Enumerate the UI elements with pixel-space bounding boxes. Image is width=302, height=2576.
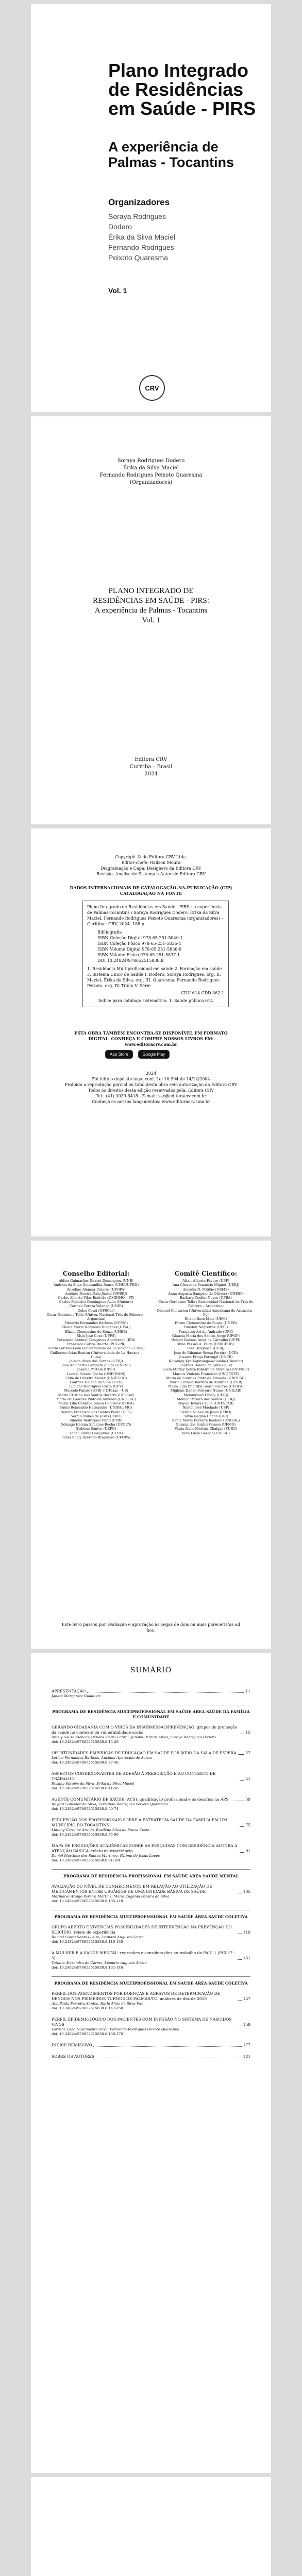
toc-doi: doi: 10.24824/978652515838.8.91-104 — [52, 1858, 121, 1862]
legal-line: Foi feito o depósito legal conf. Lei 10.994 de 14/12/2004 — [92, 1077, 210, 1081]
board-member: Maria Lília Imbiriba Sousa Colares (UFOPA) — [168, 1384, 244, 1389]
app-badges — [105, 1050, 170, 1059]
board-member: Celso Conti (UFSCar) — [77, 1308, 115, 1313]
organizer-line: Fernando Rodrigues Peixoto Quaresma — [99, 472, 203, 478]
scientific-list — [156, 1279, 256, 1435]
board-member: Maria Cristina dos Santos Bezerra (UFSCar) — [58, 1393, 135, 1397]
toc-line — [52, 1725, 250, 1735]
title-line: PLANO INTEGRADO DE — [108, 587, 194, 595]
toc-entry[interactable] — [52, 1797, 250, 1811]
board-member: Eduardo Fernandes Barbosa (UFMG) — [64, 1321, 128, 1326]
toc-doi: doi: 10.24824/978652515838.8.15-26 — [52, 1740, 119, 1744]
board-member: Vera Lucia Gaspar (UDESC) — [182, 1431, 230, 1435]
toc-section-heading: PROGRAMA DE RESIDÊNCIA PROFISSIONAL EM SAÚDE ÁREA SAÚDE MENTAL — [63, 1874, 239, 1878]
board-member: Mohammed Elhajji (UFRJ) — [183, 1393, 228, 1397]
toc-doi: doi: 10.24824/978652515838.8.159-176 — [52, 2032, 123, 2036]
board-member: Andréia N. Militão (UEMS) — [182, 1287, 229, 1292]
toc-entry-title: AVALIAÇÃO DO NÍVEL DE CONHECIMENTO EM RELAÇÃO AO UTILIZAÇÃO DE MEDICAMENTOS ENTRE USUÁRIOS DE UMA UNIDADE BÁSICA DE SAÚDE — [52, 1884, 212, 1894]
half-title-heading — [31, 586, 271, 625]
board-member: Míghian Danae Ferreira Nunes (UNILAB) — [170, 1388, 242, 1393]
organizer-name: Érika da Silva Maciel — [108, 233, 175, 241]
board-member: Francisco Carlos Duarte (PUC-PR) — [66, 1342, 126, 1347]
toc-line — [52, 1884, 250, 1894]
toc-entry[interactable] — [52, 1818, 250, 1837]
board-member: Elione Maria Nogueira Diogenes (UFAL) — [61, 1325, 131, 1330]
toc-entry[interactable] — [52, 1751, 250, 1765]
board-member: Nilson José Machado (USP) — [182, 1405, 229, 1410]
catalog-index: Índice para catálogo sistemático: 1. Saúde pública 614 — [98, 998, 213, 1003]
toc-entry-title: ASPECTOS CONDICIONANTES DE ADESÃO À PRESCRIÇÃO E AO CONTEXTO DE TRABALHO — [52, 1771, 216, 1781]
toc-entry-title: AGENTE COMUNITÁRIO DE SAÚDE (ACS): qualificação profissional e os desafios na APS — [52, 1797, 229, 1802]
toc-authors: Letícia Fernandes Barbosa, Luciana Aparecida de Souza — [52, 1756, 152, 1760]
toc-entry-title: ÍNDICE REMISSIVO — [52, 2043, 92, 2047]
credit-line: Revisão: Analise de Sistema e Autor de Editora CRV — [96, 872, 206, 876]
cdu-line: CDU 614 CDD 362.1 — [180, 991, 224, 995]
toc-leader — [240, 1852, 244, 1853]
organizer-name: Dodero — [108, 223, 132, 231]
board-member: Cesar Gerónimo Tello (Universidad Nacional de Três de Febrero – Argentina) — [158, 1300, 254, 1309]
toc-doi: doi: 10.24824/978652515838.8.59-74 — [52, 1807, 119, 1811]
board-member: Helder Buenos Aires de Carvalho (UFPI) — [171, 1338, 241, 1343]
toc-title: SUMÁRIO — [130, 1666, 172, 1674]
board-member: Silvia Regina Canan (URI) — [183, 1414, 228, 1418]
organizer-name: Soraya Rodrigues — [108, 212, 166, 221]
toc-entry[interactable] — [52, 1991, 250, 2011]
toc-authors: Tatiana Alexandra do Carmo, Leandro Augusto Souza — [52, 1961, 147, 1965]
toc-entry-title: APRESENTAÇÃO — [52, 1689, 86, 1693]
board-member: Inês Bragança (UERJ) — [187, 1346, 225, 1351]
board-member: Renato Francisco dos Santos Paula (UFG) — [60, 1410, 132, 1414]
toc-page-number: 27 — [245, 1751, 250, 1755]
editorial-list — [46, 1279, 146, 1439]
board-member: Carlos Federico Dominguez Avila (Unieuro) — [59, 1300, 133, 1304]
board-member: Sérgio Nunes de Jesus (IFRO) — [71, 1414, 122, 1418]
board-member: Jailson Alves dos Santos (UFRJ) — [69, 1359, 123, 1364]
toc-entry-title: GRUPO ABERTO E VIVÊNCIAS POSSIBILIDADES DE INTERVENÇÃO NA PREVENÇÃO DO SUICÍDIO: relato de experiência — [52, 1925, 232, 1935]
board-member: Maria Eurácia Barreto de Andrade (UFRB) — [169, 1380, 243, 1385]
crv-logo-icon: CRV — [139, 375, 165, 401]
board-member: Fauston Negreiros (UFPI) — [183, 1325, 228, 1330]
board-member: Marcelo Paixão (UFRJ e UTexas – US) — [64, 1388, 128, 1393]
half-title-organizers — [31, 457, 271, 486]
isbn-line: ISBN Coleção Físico 978-65-251-5836-4 — [97, 941, 181, 946]
isbn-line: Bibliografia — [97, 930, 122, 935]
board-member: Eliane Rose Maio (UEM) — [184, 1317, 227, 1321]
google-play-badge[interactable]: Google Play — [138, 1050, 170, 1059]
toc-page — [31, 1653, 271, 2473]
cover-organizers-heading: Organizadores — [108, 197, 170, 207]
board-member: Ana Chrystina Venancio Mignot (UERJ) — [172, 1283, 240, 1287]
organizer-name: Fernando Rodrigues — [108, 243, 174, 251]
toc-entry-title: OPORTUNIDADES EMPÍRICAS DE EDUCAÇÃO EM SAÚDE POR MEIO DA SALA DE ESPERA — [52, 1751, 237, 1755]
toc-page-number: 11 — [245, 1689, 250, 1693]
toc-doi: doi: 10.24824/978652515838.8.41-58 — [52, 1786, 119, 1790]
organizer-line: Soraya Rodrigues Dodero — [117, 458, 185, 464]
board-member: Lourdes Helena da Silva (UFV) — [70, 1380, 123, 1385]
board-member: Solange Helena Ximenes-Rocha (UFOPA) — [61, 1422, 131, 1427]
review-note: Este livro passou por avaliação e aprovação às cegas de dois ou mais pareceristas ad hoc. — [62, 1622, 240, 1633]
toc-authors: Marinalva Araújo Pereira Martins, Maria Eugênia Pereira da Silva — [52, 1894, 170, 1899]
toc-entry-title: PERCEPÇÃO DOS PROFISSIONAIS SOBRE A ESTRATÉGIA SAÚDE DA FAMÍLIA EM UM MUNICÍPIO DO TOCANTINS — [52, 1818, 227, 1827]
app-store-badge[interactable]: App Store — [105, 1050, 133, 1059]
toc-doi: doi: 10.24824/978652515838.8.119-130 — [52, 1940, 123, 1944]
board-member: Altair Alberto Fávero (UPF) — [182, 1279, 229, 1283]
toc-authors: Rayara Salvador da Silva, Fernando Rodrigues Peixoto Quaresma — [52, 1802, 169, 1806]
board-member: João Adalberto Campato Junior (UNESP) — [61, 1363, 131, 1368]
toc-line — [52, 1751, 250, 1756]
board-member: Tania Suely Azevedo Brasileiro (UFOPA) — [62, 1435, 130, 1439]
board-member: Simone Rodrigues Pinto (UNB) — [70, 1418, 123, 1422]
toc-page-number: 41 — [245, 1776, 250, 1781]
board-member: Andréia da Silva Quintanilha Sousa (UNIR/UFRN) — [53, 1283, 139, 1287]
toc-entry-title: PERFIL DOS ATENDIMENTOS POR DOENÇAS E AGRAVOS DE DETERMINAÇÃO DE DENGUE NOS PRIMEIROS TURNOS DE PALMAS/TO: análises de dez de 2019 — [52, 1991, 221, 2001]
board-member: Mônica Pereira dos Santos (UFRJ) — [177, 1397, 235, 1401]
board-member: José de Ribamar Sousa Pereira (UCB) — [174, 1350, 238, 1355]
toc-doi: doi: 10.24824/978652515838.8.75-90 — [52, 1833, 119, 1837]
credit-line: Diagramação e Capa: Designers da Editora CRV — [100, 866, 202, 871]
toc-leader — [93, 2046, 241, 2047]
toc-line — [52, 2017, 250, 2027]
organizer-line: (Organizadores) — [129, 480, 173, 485]
board-member: Maria Lília Imbiriba Sousa Colares (UFOPA) — [58, 1401, 134, 1406]
toc-page-number: 159 — [243, 2022, 250, 2027]
toc-section-heading: PROGRAMA DE RESIDÊNCIA MULTIPROFISSIONAL EM SAÚDE ÁREA SAÚDE DA FAMÍLIA E COMUNIDADE — [52, 1709, 250, 1719]
toc-line — [52, 1951, 250, 1961]
toc-authors: Lorrane Leão Nascimento Silva, Fernando Rodrigues Peixoto Quaresma — [52, 2027, 180, 2031]
toc-entry[interactable] — [52, 2043, 250, 2048]
board-member: Guillermo Arias Beatón (Universidade de La Havana – Cuba) — [50, 1350, 142, 1359]
toc-entry[interactable] — [52, 1771, 250, 1791]
toc-authors: Ana Paula Ferreira Santos, Karla Aline da Silva Vaz — [52, 2002, 143, 2006]
board-member: Leonel Severo Rocha (UNISINOS) — [66, 1371, 126, 1376]
board-member: Kilwangy Kya Kapitango-a-Samba (Unemat) — [169, 1359, 243, 1364]
board-member: Antônio Pereira Gaio Júnior (UFRRJ) — [65, 1291, 127, 1296]
board-member: Luciano Rodrigues Costa (UFV) — [69, 1384, 123, 1389]
isbn-line: DOI 10.24824/978652515838.8 — [97, 958, 164, 963]
toc-doi: doi: 10.24824/978652515838.8.27-40 — [52, 1760, 119, 1765]
board-member: Maria de Lourdes Pinto de Almeida (UNOESC) — [56, 1397, 136, 1401]
board-member: Fernando Antônio Gonçalves Alcoforado (IPB) — [57, 1338, 136, 1343]
cover-title: Plano Integrado de Residências em Saúde - PIRS — [108, 60, 256, 119]
board-member: Gláucia Maria dos Santos Jorge (UFOP) — [172, 1333, 240, 1338]
credit-line: Copyright © da Editora CRV Ltda. — [115, 855, 187, 859]
toc-authors: Rosany Saraiva da Silva, Érika da Silva Maciel — [52, 1782, 135, 1786]
organizer-line: Érika da Silva Maciel — [123, 465, 179, 471]
title-line: Vol. 1 — [142, 616, 160, 624]
isbn-line: ISBN Volume Físico 978-65-251-5837-1 — [97, 953, 180, 957]
legal-line: Tel.: (41) 3039-6418 - E-mail: sac@editoracrv.com.br — [95, 1094, 207, 1098]
toc-doi: doi: 10.24824/978652515838.8.105-118 — [52, 1899, 123, 1903]
cip-text: Plano Integrado de Residências em Saúde - PIRS : a experiência de Palmas-Tocantins / Soraya Rodrigues Dodero, Érika da Silva Maciel, Fernando Rodrigues Peixoto Quaresma (organizadores) – Curitiba : CRV, 2024. 188 p. — [87, 905, 224, 926]
toc-entry[interactable] — [52, 1843, 250, 1863]
board-member: Aldira Guimarães Duarte Domínguez (UNB) — [59, 1279, 133, 1283]
cover-page — [31, 4, 271, 412]
toc-entry[interactable] — [52, 2054, 250, 2059]
scientific-committee — [156, 1272, 256, 1439]
toc-line — [52, 1771, 250, 1782]
board-member: Anna Augusta Sampaio de Oliveira (UNESP) — [168, 1291, 244, 1296]
publisher-block — [31, 756, 271, 778]
toc-entry[interactable] — [52, 1951, 250, 1970]
board-member: Sydione Santos (UEPG) — [76, 1427, 116, 1431]
toc-page-number: 105 — [243, 1889, 250, 1894]
toc-entry-title: A MULHER E A SAÚDE MENTAL: reproches e considerações ao trabalho da PAIC 1 (ECI 17-3) — [52, 1951, 234, 1960]
legal-lines — [62, 1071, 240, 1105]
isbn-line: ISBN Volume Digital 978-65-251-5838-8 — [97, 947, 182, 952]
toc-authors: Raquel Souza Santos Leite, Leandro Augusto Souza — [52, 1935, 144, 1939]
scientific-heading: Comitê Científico: — [174, 1270, 238, 1277]
toc-page-number: 147 — [243, 1996, 250, 2001]
credits-page — [31, 828, 271, 1236]
toc-authors: Daniel Martinez dos Santos Martinez, Fátima de Jesus Lopes — [52, 1854, 160, 1858]
toc-line — [52, 2054, 250, 2059]
toc-entry[interactable] — [52, 1725, 250, 1744]
toc-divider — [52, 1976, 250, 1977]
editorial-heading: Conselho Editorial: — [62, 1270, 130, 1277]
legal-line: Proibida a reprodução parcial ou total desta obra sem autorização da Editora CRV — [64, 1082, 238, 1087]
toc-entry[interactable] — [52, 1884, 250, 1904]
board-member: Suzana dos Santos Gomes (UFMG) — [176, 1422, 236, 1427]
board-member: Gloria Fariñas León (Universidade de La Havana – Cuba) — [47, 1346, 145, 1351]
toc-leader — [238, 1754, 244, 1755]
toc-entry-title: MAPA DE PRODUÇÕES ACADÊMICAS SOBRE AS PESQUISAS COM RESIDÊNCIA AUTORA A ATENÇÃO BÁSICA: relato de experiência — [52, 1843, 238, 1853]
board-member: Elizeu Clementino de Souza (UNEB) — [175, 1321, 237, 1326]
board-member: Josania Portela (UFPI) — [77, 1367, 115, 1372]
toc-section-heading: PROGRAMA DE RESIDÊNCIA MULTIPROFISSIONAL EM SAÚDE ÁREA SAÚDE COLETIVA — [54, 1981, 248, 1986]
rights-notice: ESTA OBRA TAMBÉM ENCONTRA-SE DISPONÍVEL EM FORMATO DIGITAL. CONHEÇA E COMPRE NOSSOS LIVROS EM: www.editoracrv.com.br — [74, 1030, 228, 1047]
toc-page-number: 119 — [243, 1930, 250, 1935]
board-member: Paulo Romualdo Hernandes (UNIFAL-MG) — [60, 1405, 132, 1410]
board-member: Lourdes Helena da Silva (UFV) — [179, 1363, 232, 1368]
toc-divider — [52, 1869, 250, 1870]
toc-entry[interactable] — [52, 1925, 250, 1944]
organizer-name: Peixoto Quaresma — [108, 253, 168, 262]
toc-line — [52, 1991, 250, 2002]
board-member: Diosnel Centurion (Universidad Americana de Asunción – Py) — [157, 1308, 255, 1317]
board-member: Elizeu Clementino de Souza (UNEB) — [65, 1329, 127, 1334]
board-member: Tadeu Oliver Gonçalves (UFPA) — [69, 1431, 123, 1435]
toc-line — [52, 1925, 250, 1935]
cip-heading: DADOS INTERNACIONAIS DE CATALOGAÇÃO-NA-PUBLICAÇÃO (CIP) CATALOGAÇÃO NA FONTE — [70, 885, 232, 896]
boards-page — [31, 1241, 271, 1649]
toc-page-number: 131 — [243, 1956, 250, 1960]
toc-page-number: 75 — [245, 1823, 250, 1827]
board-member: Carlos Alberto Vilar Estêvão (UMINHO – PT) — [58, 1296, 135, 1300]
toc-entry[interactable] — [52, 1689, 250, 1699]
catalog-box — [82, 901, 229, 1007]
cover-organizers — [108, 211, 263, 263]
toc-line — [52, 1689, 250, 1694]
board-member: Jussara Fraga Portugal (UNEB) — [179, 1354, 233, 1359]
toc-leader — [240, 1826, 244, 1827]
editorial-board — [46, 1272, 146, 1439]
toc-leader — [87, 1692, 244, 1693]
board-member: Carmen Tereza Velanga (UNIR) — [69, 1304, 123, 1309]
toc-authors: Aniely Sousa Alencar, Débora Vieira Cabral, Juliana Pereira Alves, Soraya Rodrigues Dodero — [52, 1735, 216, 1739]
toc-doi: doi: 10.24824/978652515838.8.131-146 — [52, 1965, 123, 1970]
toc-line — [52, 1843, 250, 1854]
toc-leader — [238, 1959, 242, 1960]
board-member: Najela Tavares Ujiie (UNESPAR) — [178, 1401, 234, 1406]
board-member: Vânia Alves Martins Chaigar (FURG) — [174, 1427, 238, 1431]
board-member: Cesar Gerónimo Tello (Univer. Nacional Três de Febrero – Argentina) — [46, 1312, 146, 1321]
board-member: Sérgio Nunes de Jesus (IFRO) — [180, 1410, 231, 1414]
title-line: RESIDÊNCIAS EM SAÚDE - PIRS: — [93, 597, 209, 605]
credit-line: Editor-chefe: Railson Moura — [121, 860, 181, 865]
toc-page-number: 181 — [243, 2054, 250, 2059]
toc-page-number: 91 — [245, 1849, 250, 1853]
boards-columns — [46, 1272, 256, 1439]
toc-entry-title: SOBRE OS AUTORES — [52, 2054, 95, 2059]
legal-line: 2024 — [145, 1071, 157, 1076]
toc-leader — [240, 1780, 244, 1781]
toc-page-number: 177 — [243, 2043, 250, 2047]
toc-entry-title: GERANDO CIDADANIA COM O VÍRUS DA INSUBMISSÃO/PREVENÇÃO: grupos de promoção da saúde no contexto de vulnerabilidade social — [52, 1725, 238, 1735]
half-title-page — [31, 416, 271, 824]
board-member: Lídia de Oliveira Xavier (UNIEURO) — [65, 1376, 127, 1380]
toc-line — [52, 1797, 250, 1802]
blank-page — [31, 2477, 271, 2576]
publisher-name: Editora CRV — [135, 757, 167, 762]
legal-line: Conheça os nossos lançamentos: www.editoracrv.com.br — [92, 1099, 210, 1104]
toc-authors: Lidiany Caroline Araújo, Rosilene Silva de Souza Costa — [52, 1828, 149, 1832]
board-member: Francisco Ari de Andrade (UFC) — [178, 1329, 233, 1334]
toc-line — [52, 1818, 250, 1828]
publisher-year: 2024 — [144, 771, 158, 777]
toc-page-number: 15 — [245, 1730, 250, 1735]
isbn-line: ISBN Coleção Digital 978-65-251-5840-1 — [97, 936, 183, 940]
board-member: Marcos Vinicius Francisco (UNOESTE) — [172, 1371, 240, 1376]
toc-section-heading: PROGRAMA DE RESIDÊNCIA MULTIPROFISSIONAL EM SAÚDE ÁREA SAÚDE COLETIVA — [54, 1914, 248, 1919]
board-member: Élsio José Corá (UFFS) — [76, 1333, 116, 1338]
toc-doi: doi: 10.24824/978652515838.8.147-158 — [52, 2006, 123, 2010]
board-member: Sonia Maria Ferreira Koehler (UNISAL) — [172, 1418, 240, 1422]
board-member: Barbara Coelho Neves (UFBA) — [180, 1296, 232, 1300]
toc-leader — [238, 2000, 242, 2001]
cip-subjects: 1. Residência Multiprofissional em saúde 2. Formação em saúde 3. Sistema Único de Saúde I. Dodero, Soraya Rodrigues. org. II. Maciel, Érika da Silva. org. III. Quaresma, Fernando Rodrigues Peixoto. org. IV. Título V. Série — [87, 967, 222, 988]
toc-list — [52, 1689, 250, 2065]
toc-authors: Janete Margarete Gualdieri — [52, 1694, 100, 1698]
legal-line: Todos os direitos desta edição reservados pela: Editora CRV — [88, 1088, 214, 1093]
toc-entry-title: PERFIL EPIDEMIOLÓGICO DOS PACIENTES COM INFUSÃO NO SISTEMA DE NASCIDOS VIVOS — [52, 2017, 232, 2027]
cover-volume: Vol. 1 — [108, 286, 127, 295]
board-member: Ilma Passos A. Veiga (UNICEUB) — [178, 1342, 234, 1347]
board-member: Maria de Lourdes Pinto de Almeida (UNOESC) — [166, 1376, 246, 1380]
board-member: Lucia Marisy Souza Ribeiro de Oliveira (UNIVASF) — [162, 1367, 249, 1372]
board-member: Anselmo Alencar Colares (UFOPA) — [66, 1287, 126, 1292]
toc-page-number: 59 — [245, 1797, 250, 1802]
toc-entry[interactable] — [52, 2017, 250, 2037]
credits-lines — [62, 854, 240, 877]
title-line: A experiência de Palmas - Tocantins — [94, 606, 208, 615]
cover-subtitle: A experiência de Palmas - Tocantins — [108, 139, 234, 170]
toc-line — [52, 2043, 250, 2048]
publisher-city: Curitiba – Brasil — [129, 764, 173, 770]
